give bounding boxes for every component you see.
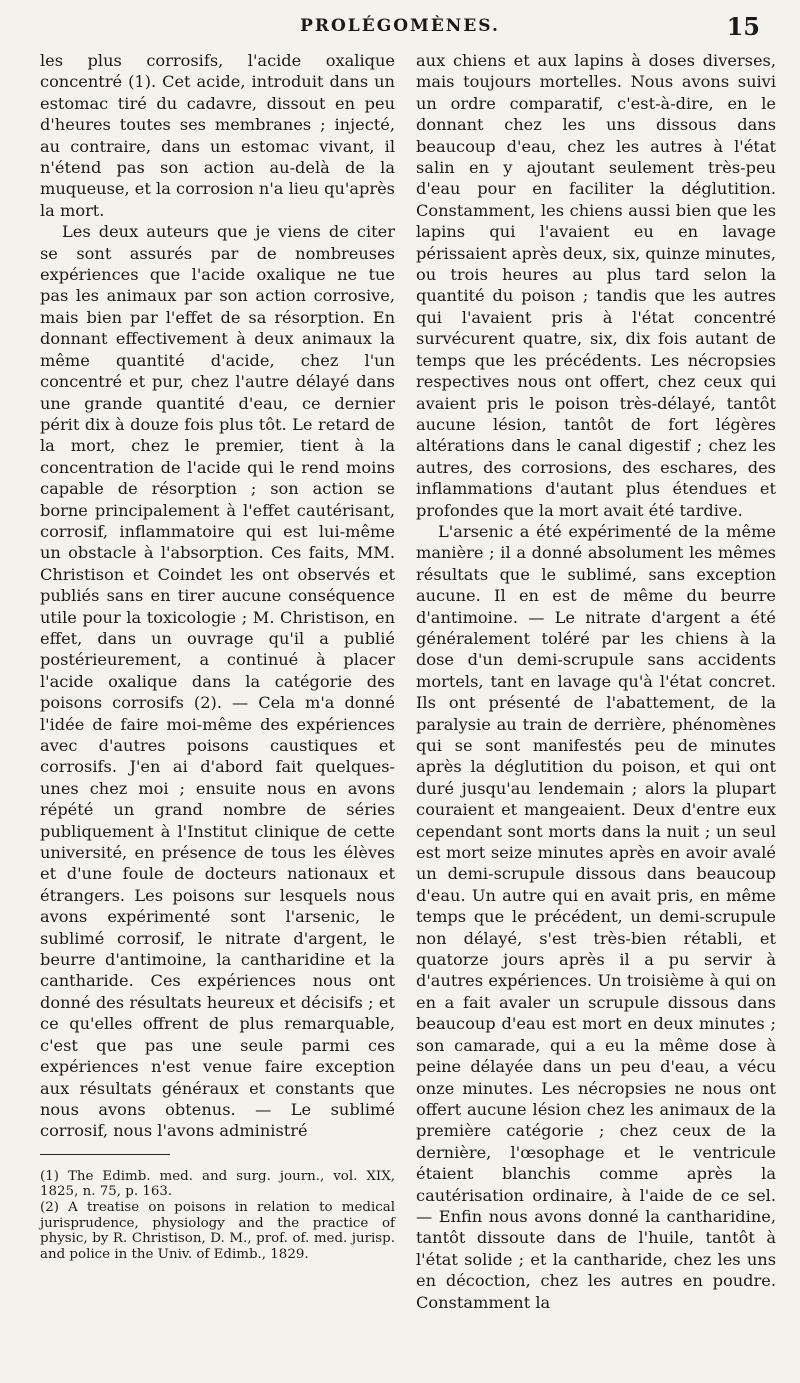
page-header	[0, 0, 800, 52]
page-number: 15	[726, 12, 760, 41]
right-column	[416, 50, 776, 1313]
footnote-2: (2) A treatise on poisons in relation to medical jurisprudence, physiology and the practice of physic, by R. Christison, D. M., prof. of. med. jurisp. and police in the Univ. of Edimb., 1829.	[40, 1199, 395, 1262]
footnote-rule	[40, 1154, 170, 1155]
right-paragraph-2: L'arsenic a été expérimenté de la même manière ; il a donné absolument les mêmes résultats que le sublimé, sans exception aucune. Il en est de même du beurre d'antimoine. — Le nitrate d'argent a été généralement toléré par les chiens à la dose d'un demi-scrupule sans accidents mortels, tant en lavage qu'à l'état concret. Ils ont présenté de l'abattement, de la paralysie au train de derrière, phénomènes qui se sont manifestés peu de minutes après la déglutition du poison, et qui ont duré jusqu'au lendemain ; alors la plupart couraient et mangeaient. Deux d'entre eux cependant sont morts dans la nuit ; un seul est mort seize minutes après en avoir avalé un demi-scrupule dissous dans beaucoup d'eau. Un autre qui en avait pris, en même temps que le précédent, un demi-scrupule non délayé, s'est très-bien rétabli, et quatorze jours après il a pu servir à d'autres expériences. Un troisième à qui on en a fait avaler un scrupule dissous dans beaucoup d'eau est mort en deux minutes ; son camarade, qui a eu la même dose à peine délayée dans un peu d'eau, a vécu onze minutes. Les nécropsies ne nous ont offert aucune lésion chez les animaux de la première catégorie ; chez ceux de la dernière, l'œsophage et le ventricule étaient blanchis comme après la cautérisation ordinaire, à l'aide de ce sel. — Enfin nous avons donné la cantharidine, tantôt dissoute dans de l'huile, tantôt à l'état solide ; et la cantharide, chez les uns en décoction, chez les autres en poudre. Constamment la	[416, 521, 776, 1312]
footnote-1: (1) The Edimb. med. and surg. journ., vol. XIX, 1825, n. 75, p. 163.	[40, 1168, 395, 1200]
running-title: PROLÉGOMÈNES.	[300, 16, 500, 36]
left-paragraph-2: Les deux auteurs que je viens de citer se sont assurés par de nombreuses expériences que l'acide oxalique ne tue pas les animaux par son action corrosive, mais bien par l'effet de sa résorption. En donnant effectivement à deux animaux la même quantité d'acide, chez l'un concentré et pur, chez l'autre délayé dans une grande quantité d'eau, ce dernier périt dix à douze fois plus tôt. Le retard de la mort, chez le premier, tient à la concentration de l'acide qui le rend moins capable de résorption ; son action se borne principalement à l'effet cautérisant, corrosif, inflammatoire qui est lui-même un obstacle à l'absorption. Ces faits, MM. Christison et Coindet les ont observés et publiés sans en tirer aucune conséquence utile pour la toxicologie ; M. Christison, en effet, dans un ouvrage qu'il a publié postérieurement, a continué à placer l'acide oxalique dans la catégorie des poisons corrosifs (2). — Cela m'a donné l'idée de faire moi-même des expériences avec d'autres poisons caustiques et corrosifs. J'en ai d'abord fait quelques-unes chez moi ; ensuite nous en avons répété un grand nombre de séries publiquement à l'Institut clinique de cette université, en présence de tous les élèves et d'une foule de docteurs nationaux et étrangers. Les poisons sur lesquels nous avons expérimenté sont l'arsenic, le sublimé corrosif, le nitrate d'argent, le beurre d'antimoine, la cantharidine et la cantharide. Ces expériences nous ont donné des résultats heureux et décisifs ; et ce qu'elles offrent de plus remarquable, c'est que pas une seule parmi ces expériences n'est venue faire exception aux résultats généraux et constants que nous avons obtenus. — Le sublimé corrosif, nous l'avons administré	[40, 222, 395, 1141]
left-paragraph-1: les plus corrosifs, l'acide oxalique concentré (1). Cet acide, introduit dans un estomac tiré du cadavre, dissout en peu d'heures toutes ses membranes ; injecté, au contraire, dans un estomac vivant, il n'étend pas son action au-delà de la muqueuse, et la corrosion n'a lieu qu'après la mort.	[40, 51, 395, 220]
right-paragraph-1: aux chiens et aux lapins à doses diverses, mais toujours mortelles. Nous avons suivi un ordre comparatif, c'est-à-dire, en le donnant chez les uns dissous dans beaucoup d'eau, chez les autres à l'état salin en y ajoutant seulement très-peu d'eau pour en faciliter la déglutition. Constamment, les chiens aussi bien que les lapins qui l'avaient eu en lavage périssaient après deux, six, quinze minutes, ou trois heures au plus tard selon la quantité du poison ; tandis que les autres qui l'avaient pris à l'état concentré survécurent quatre, six, dix fois autant de temps que les précédents. Les nécropsies respectives nous ont offert, chez ceux qui avaient pris le poison très-délayé, tantôt aucune lésion, tantôt de fort légères altérations dans le canal digestif ; chez les autres, des corrosions, des eschares, des inflammations d'autant plus étendues et profondes que la mort avait été tardive.	[416, 51, 776, 520]
left-column	[40, 50, 395, 1262]
